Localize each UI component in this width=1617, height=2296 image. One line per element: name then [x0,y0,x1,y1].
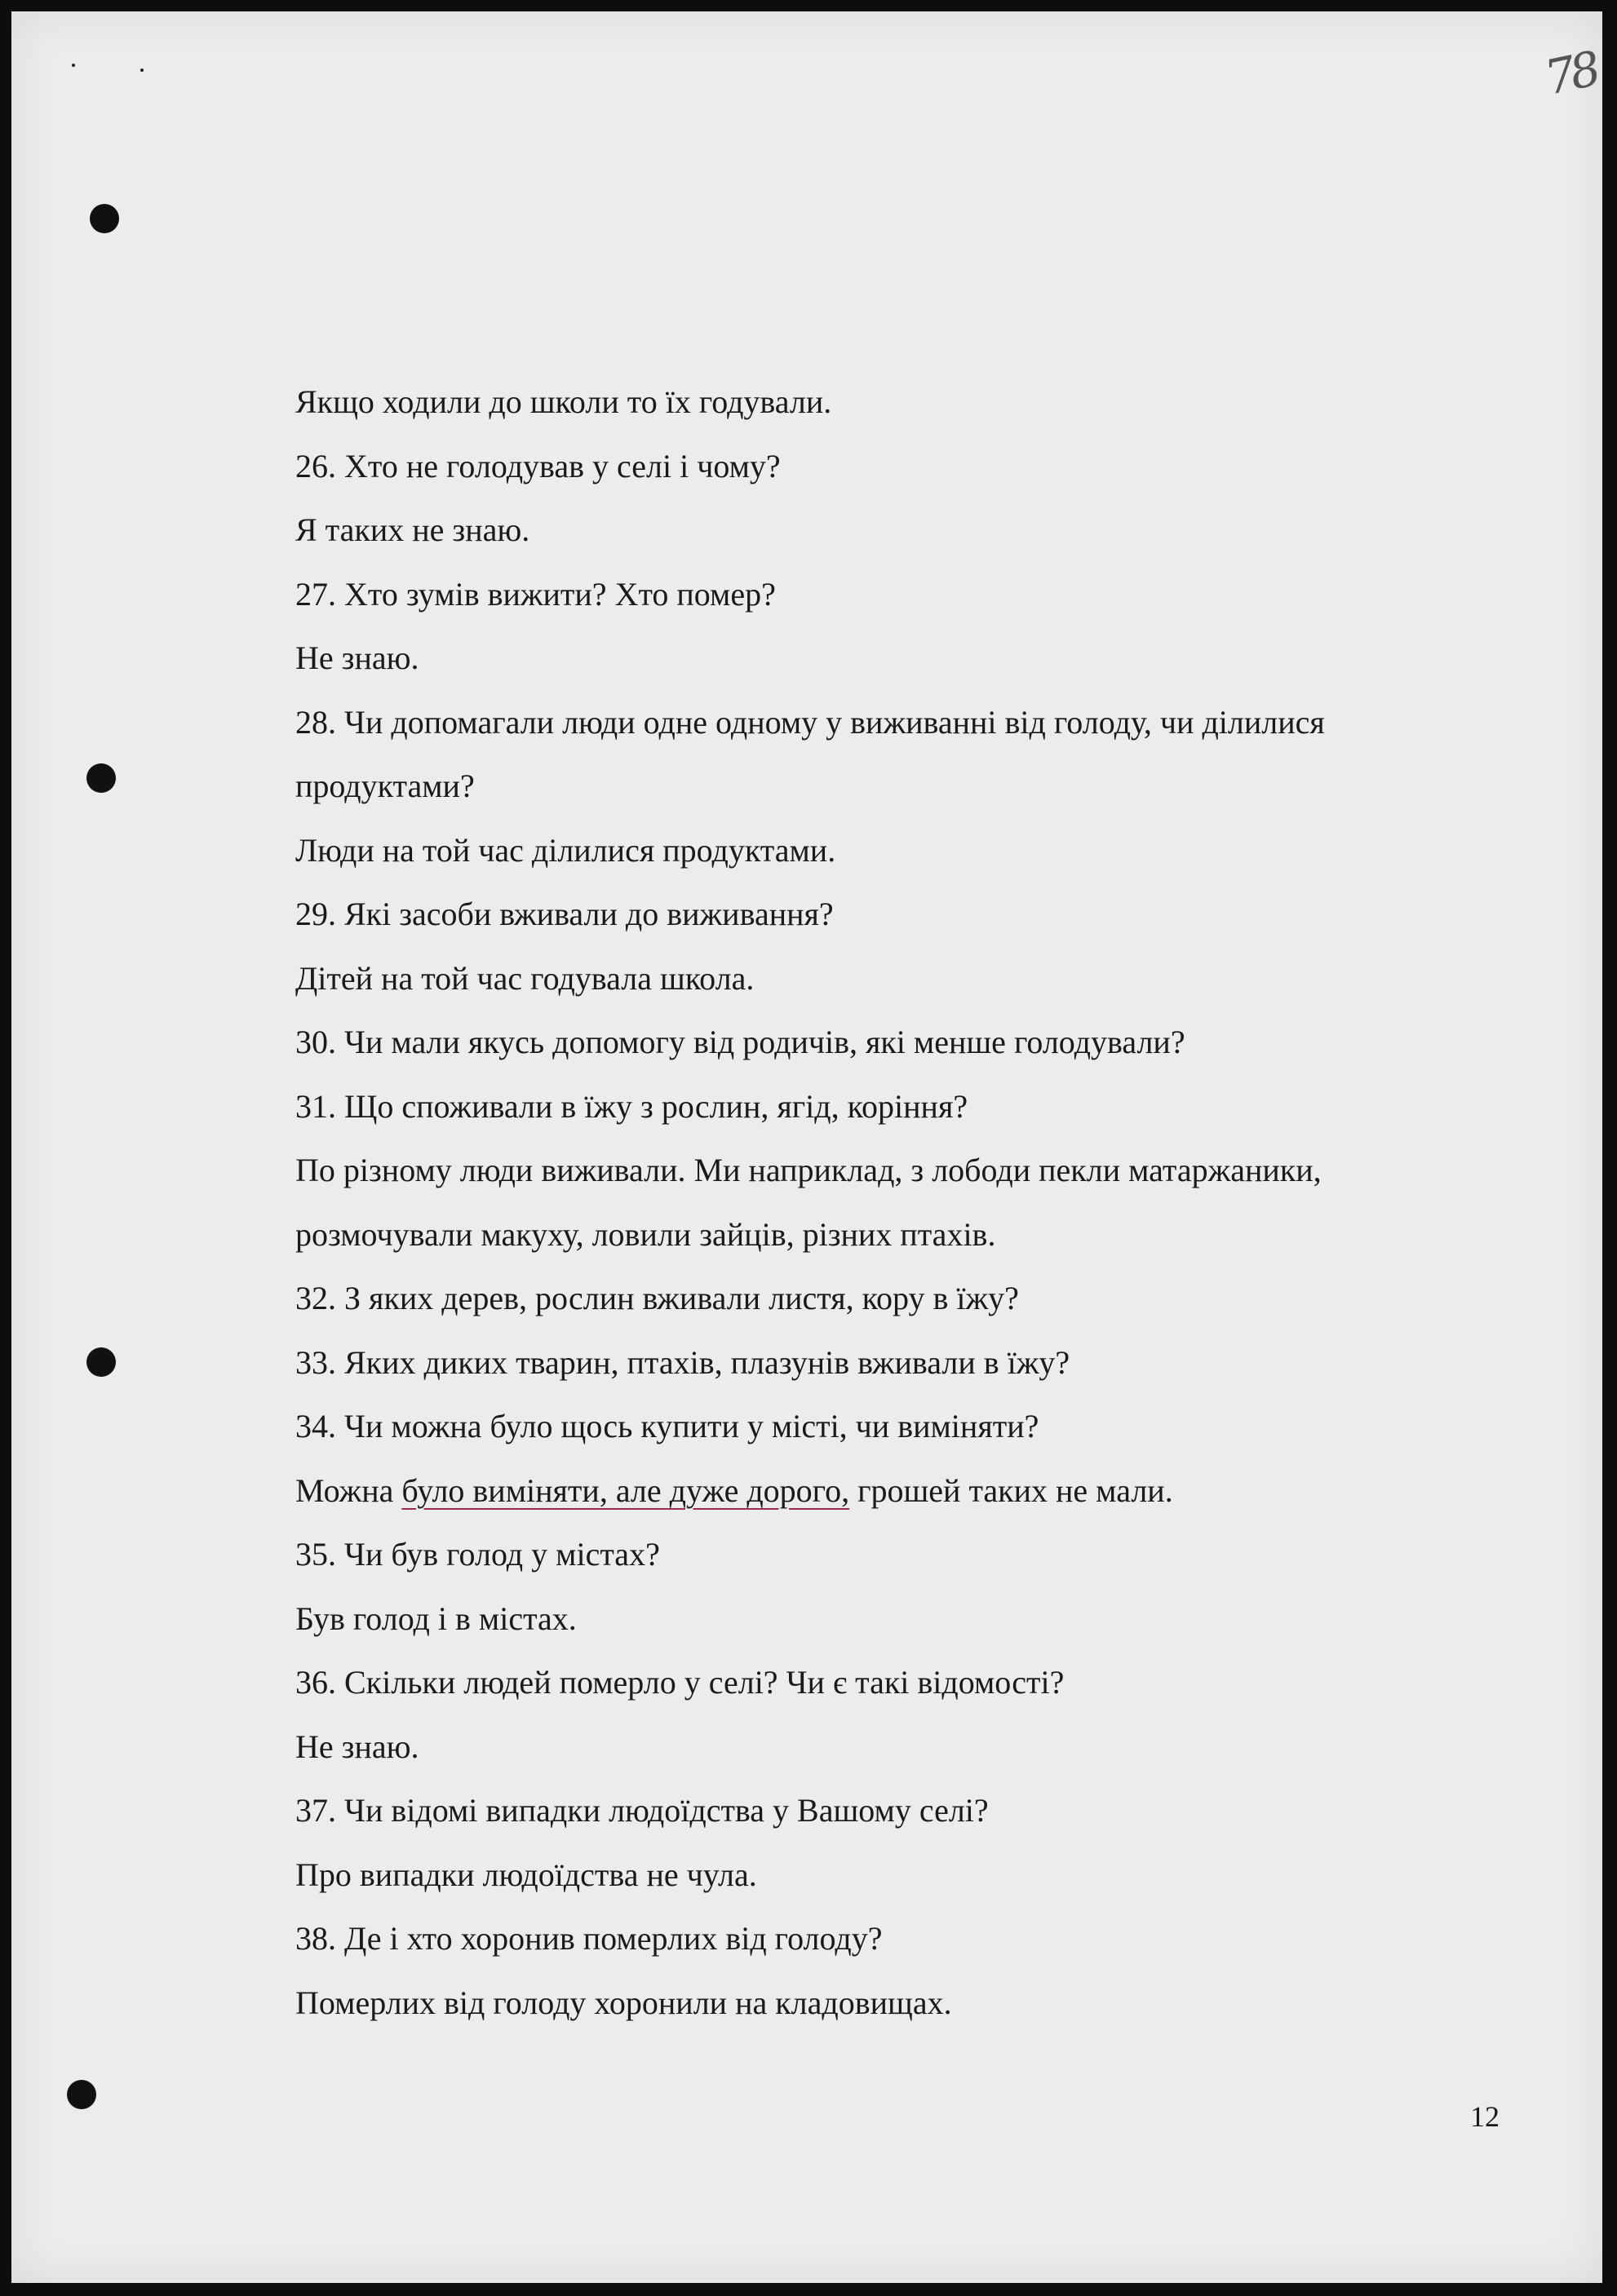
punch-hole [86,1347,116,1377]
question-32: 32. З яких дерев, рослин вживали листя, кору в їжу? [295,1280,1019,1316]
answer-34-end: грошей таких не мали. [849,1471,1173,1509]
answer-34-start: Можна [295,1471,402,1509]
handwritten-folio-number: 78 [1539,41,1601,106]
question-29: 29. Які засоби вживали до виживання? [295,896,834,932]
document-page [11,11,1602,2283]
question-38: 38. Де і хто хоронив померлих від голоду? [295,1920,883,1957]
interview-text [295,370,1552,2035]
punch-hole [67,2080,96,2109]
punch-hole [90,204,119,233]
question-33: 33. Яких диких тварин, птахів, плазунів вживали в їжу? [295,1343,1070,1381]
answer-31: По різному люди виживали. Ми наприклад, з лободи пекли матаржаники, [295,1152,1322,1188]
question-36: 36. Скільки людей померло у селі? Чи є такі відомості? [295,1664,1065,1701]
question-34: 34. Чи можна було щось купити у місті, чи виміняти? [295,1408,1039,1444]
underlined-phrase: було виміняти, але дуже дорого, [401,1471,850,1509]
scan-speck [72,64,75,67]
question-30: 30. Чи мали якусь допомогу від родичів, які менше голодували? [295,1024,1185,1060]
answer-34 [295,1459,1552,1524]
question-26: 26. Хто не голодував у селі і чому? [295,447,781,484]
answer-27: Не знаю. [295,639,419,676]
page-number: 12 [1470,2100,1500,2133]
answer-29: Дітей на той час годувала школа. [295,959,755,997]
answer-35: Був голод і в містах. [295,1599,577,1637]
question-28: 28. Чи допомагали люди одне одному у виживанні від голоду, чи ділилися [295,703,1325,741]
question-31: 31. Що споживали в їжу з рослин, ягід, коріння? [295,1087,968,1125]
question-35: 35. Чи був голод у містах? [295,1536,660,1573]
punch-hole [86,763,116,793]
question-28-cont: продуктами? [295,768,475,804]
answer-26: Я таких не знаю. [295,511,530,548]
question-37: 37. Чи відомі випадки людоїдства у Вашому селі? [295,1792,989,1829]
question-27: 27. Хто зумів вижити? Хто помер? [295,575,776,613]
answer-38: Померлих від голоду хоронили на кладовищах. [295,1984,952,2021]
answer-37: Про випадки людоїдства не чула. [295,1856,757,1893]
text-line: Якщо ходили до школи то їх годували. [295,383,832,420]
answer-31-cont: розмочували макуху, ловили зайців, різних птахів. [295,1215,996,1253]
scan-speck [140,69,144,72]
answer-28: Люди на той час ділилися продуктами. [295,831,836,869]
answer-36: Не знаю. [295,1728,419,1765]
